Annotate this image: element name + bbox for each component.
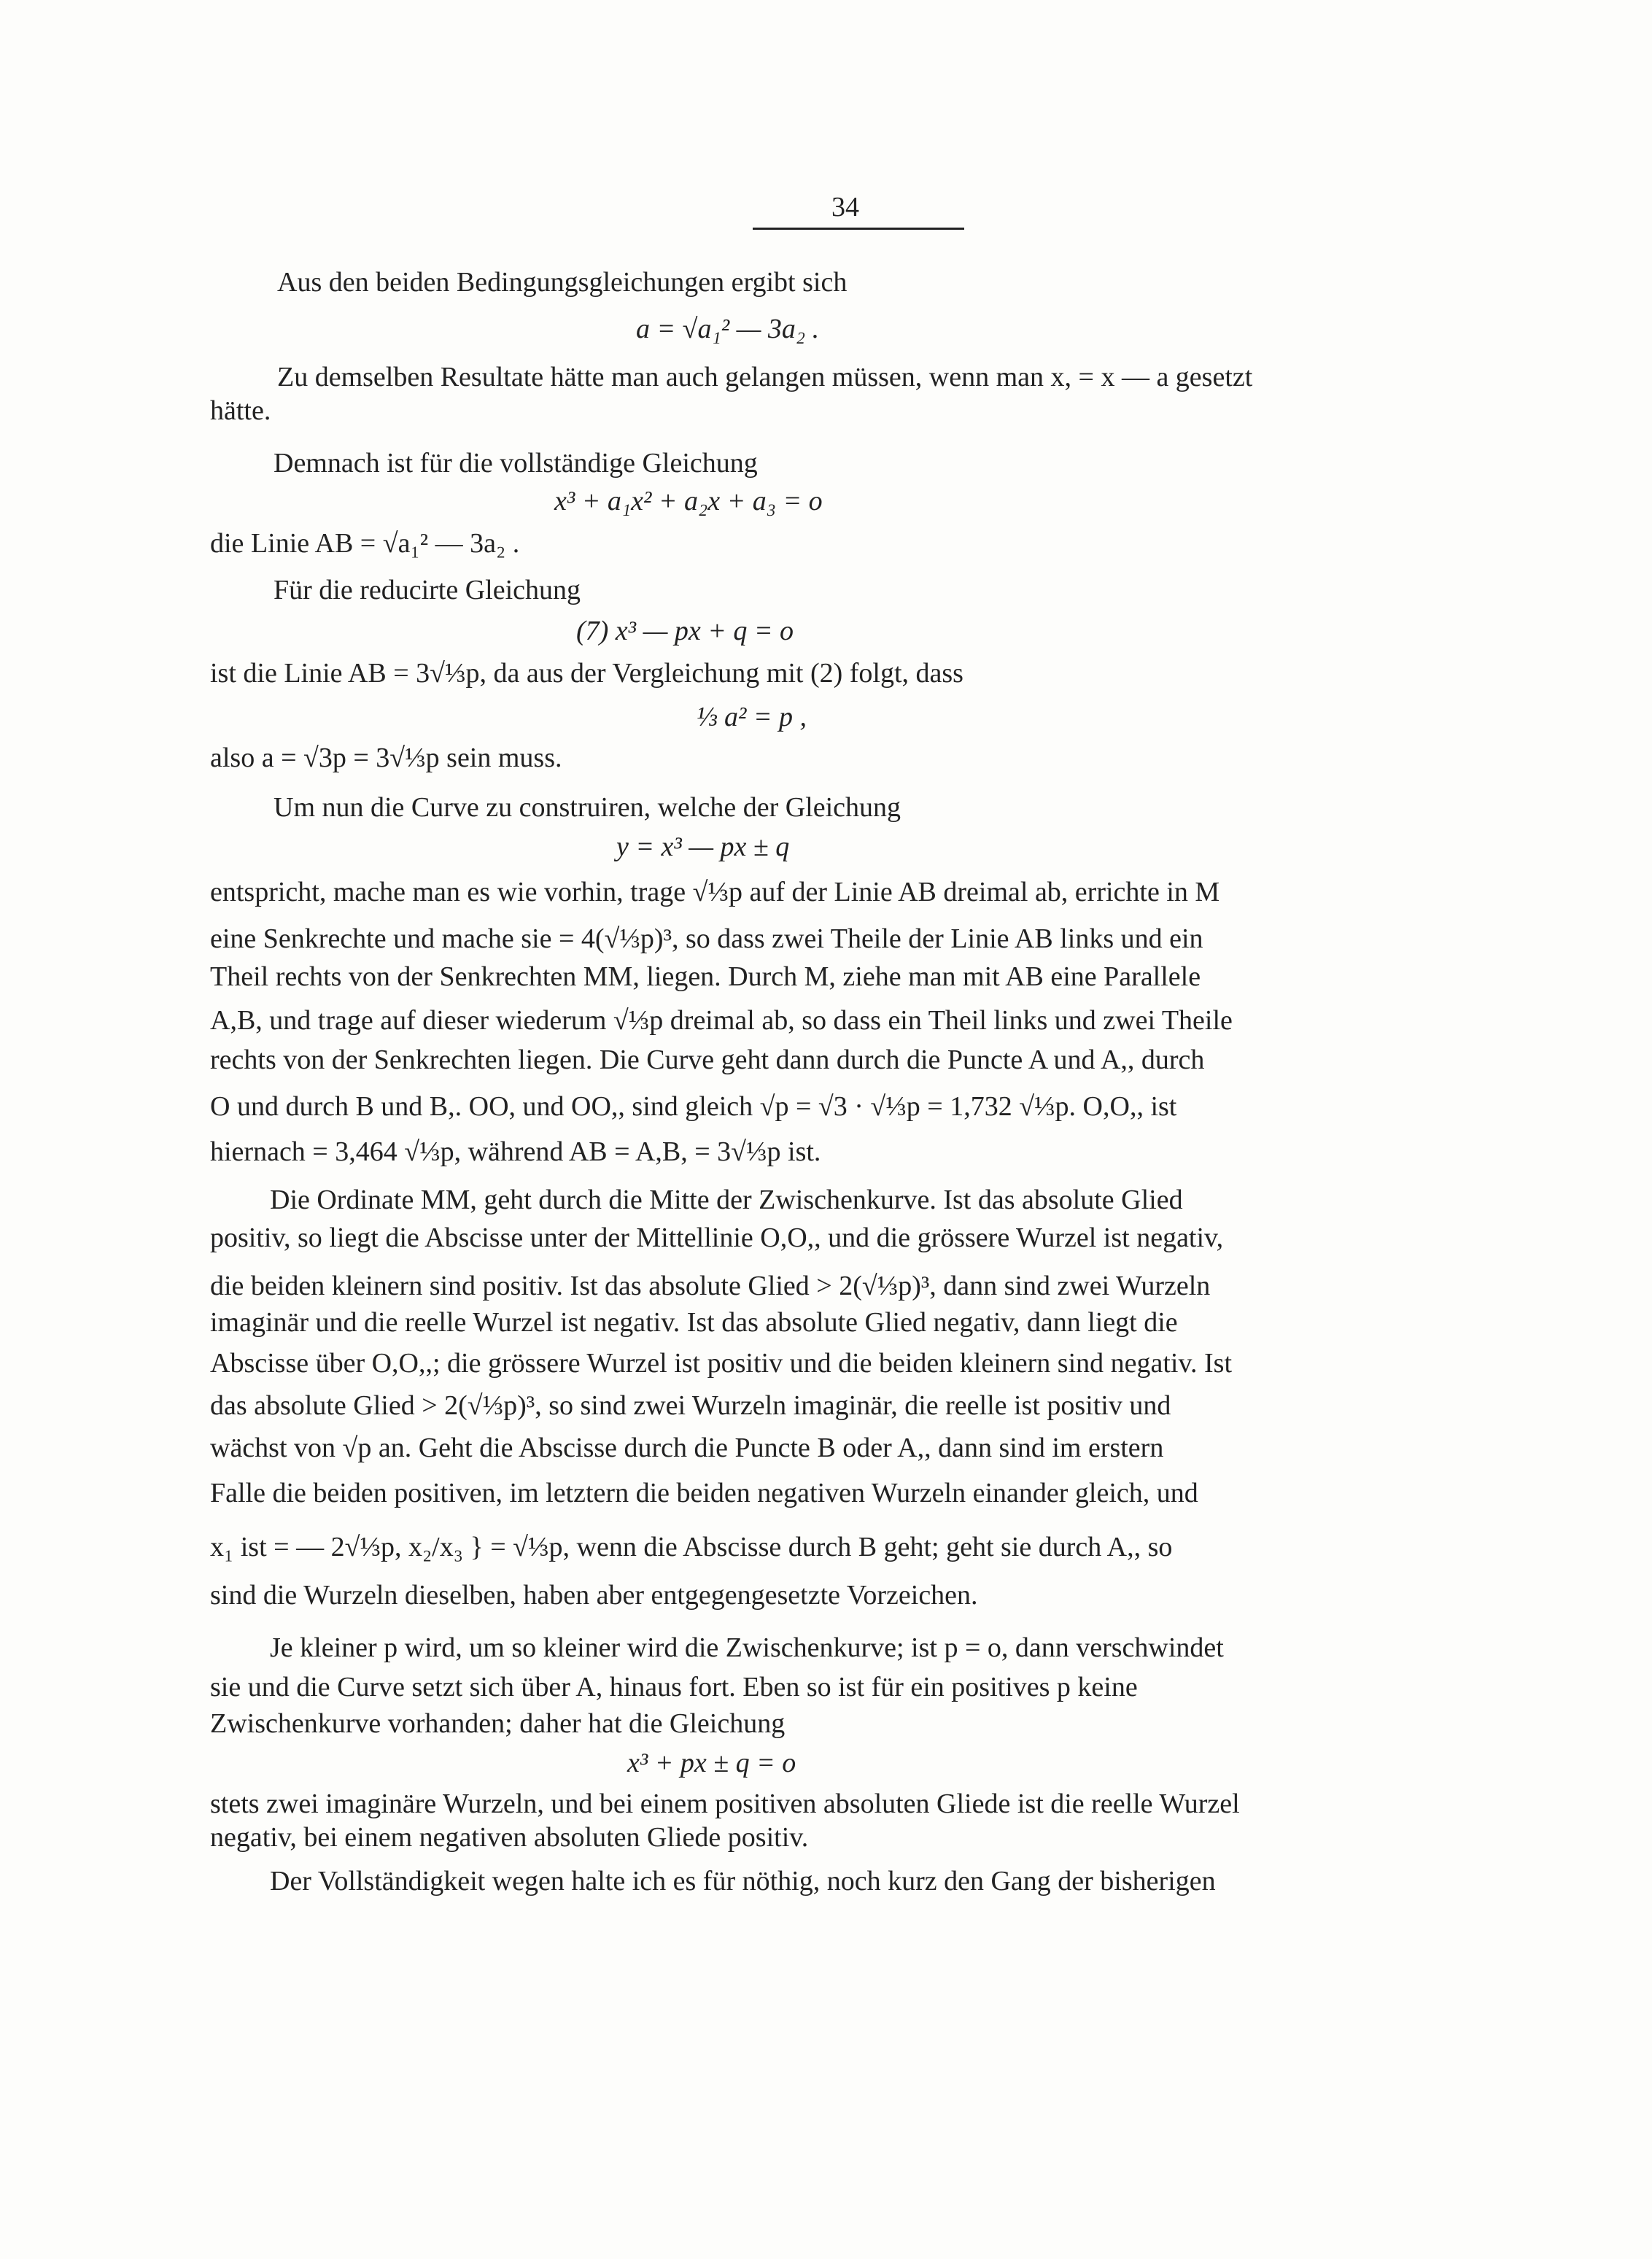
text-line: entspricht, mache man es wie vorhin, trage √⅓p auf der Linie AB dreimal ab, errichte in M bbox=[210, 877, 1220, 907]
text-line: ist die Linie AB = 3√⅓p, da aus der Vergleichung mit (2) folgt, dass bbox=[210, 658, 963, 689]
text-line: also a = √3p = 3√⅓p sein muss. bbox=[210, 743, 562, 773]
text-line: positiv, so liegt die Abscisse unter der Mittellinie O,O,, und die grössere Wurzel ist negativ, bbox=[210, 1223, 1224, 1253]
text-line: hiernach = 3,464 √⅓p, während AB = A,B, = 3√⅓p ist. bbox=[210, 1136, 821, 1167]
text-line: Je kleiner p wird, um so kleiner wird die Zwischenkurve; ist p = o, dann verschwindet bbox=[270, 1632, 1224, 1663]
text-line: Aus den beiden Bedingungsgleichungen ergibt sich bbox=[277, 267, 848, 298]
text-line: Theil rechts von der Senkrechten MM, liegen. Durch M, ziehe man mit AB eine Parallele bbox=[210, 961, 1201, 992]
text-line: die beiden kleinern sind positiv. Ist das absolute Glied > 2(√⅓p)³, dann sind zwei Wurzeln bbox=[210, 1271, 1211, 1301]
text-line: Zwischenkurve vorhanden; daher hat die Gleichung bbox=[210, 1708, 786, 1739]
equation: y = x³ — px ± q bbox=[616, 832, 790, 862]
text-line: hätte. bbox=[210, 395, 271, 426]
text-line: Zu demselben Resultate hätte man auch gelangen müssen, wenn man x, = x — a gesetzt bbox=[277, 362, 1253, 392]
text-line: eine Senkrechte und mache sie = 4(√⅓p)³, so dass zwei Theile der Linie AB links und ein bbox=[210, 923, 1203, 954]
text-line: imaginär und die reelle Wurzel ist negativ. Ist das absolute Glied negativ, dann liegt die bbox=[210, 1307, 1178, 1338]
text-line: das absolute Glied > 2(√⅓p)³, so sind zwei Wurzeln imaginär, die reelle ist positiv und bbox=[210, 1390, 1171, 1421]
text-line: sind die Wurzeln dieselben, haben aber entgegengesetzte Vorzeichen. bbox=[210, 1580, 978, 1611]
equation: a = √a₁² — 3a₂ . bbox=[636, 314, 820, 344]
text-line: Abscisse über O,O,,; die grössere Wurzel ist positiv und die beiden kleinern sind negativ. Ist bbox=[210, 1348, 1233, 1379]
text-line: wächst von √p an. Geht die Abscisse durch die Puncte B oder A,, dann sind im erstern bbox=[210, 1433, 1164, 1463]
text-line: rechts von der Senkrechten liegen. Die Curve geht dann durch die Puncte A und A,, durch bbox=[210, 1045, 1205, 1075]
header-rule bbox=[753, 228, 964, 230]
text-line: Falle die beiden positiven, im letztern die beiden negativen Wurzeln einander gleich, und bbox=[210, 1478, 1198, 1508]
text-line: A,B, und trage auf dieser wiederum √⅓p dreimal ab, so dass ein Theil links und zwei Theile bbox=[210, 1005, 1233, 1036]
equation: x³ + px ± q = o bbox=[627, 1748, 796, 1778]
text-line: Demnach ist für die vollständige Gleichung bbox=[274, 448, 758, 478]
page-number: 34 bbox=[831, 192, 859, 222]
equation: (7) x³ — px + q = o bbox=[576, 616, 794, 646]
text-line: Der Vollständigkeit wegen halte ich es für nöthig, noch kurz den Gang der bisherigen bbox=[270, 1866, 1216, 1896]
text-line: sie und die Curve setzt sich über A, hinaus fort. Eben so ist für ein positives p keine bbox=[210, 1672, 1138, 1702]
equation: ⅓ a² = p , bbox=[697, 702, 807, 732]
text-line: Um nun die Curve zu construiren, welche der Gleichung bbox=[274, 792, 901, 823]
text-line: O und durch B und B,. OO, und OO,, sind gleich √p = √3 · √⅓p = 1,732 √⅓p. O,O,, ist bbox=[210, 1091, 1177, 1122]
text-line: die Linie AB = √a₁² — 3a₂ . bbox=[210, 528, 520, 559]
text-line: Die Ordinate MM, geht durch die Mitte der Zwischenkurve. Ist das absolute Glied bbox=[270, 1185, 1183, 1215]
text-line: negativ, bei einem negativen absoluten Gliede positiv. bbox=[210, 1822, 809, 1853]
text-line: x₁ ist = — 2√⅓p, x₂/x₃ } = √⅓p, wenn die Abscisse durch B geht; geht sie durch A,, so bbox=[210, 1532, 1173, 1562]
equation: x³ + a₁x² + a₂x + a₃ = o bbox=[554, 486, 823, 516]
text-line: Für die reducirte Gleichung bbox=[274, 575, 581, 605]
text-line: stets zwei imaginäre Wurzeln, und bei einem positiven absoluten Gliede ist die reelle Wurzel bbox=[210, 1789, 1240, 1819]
